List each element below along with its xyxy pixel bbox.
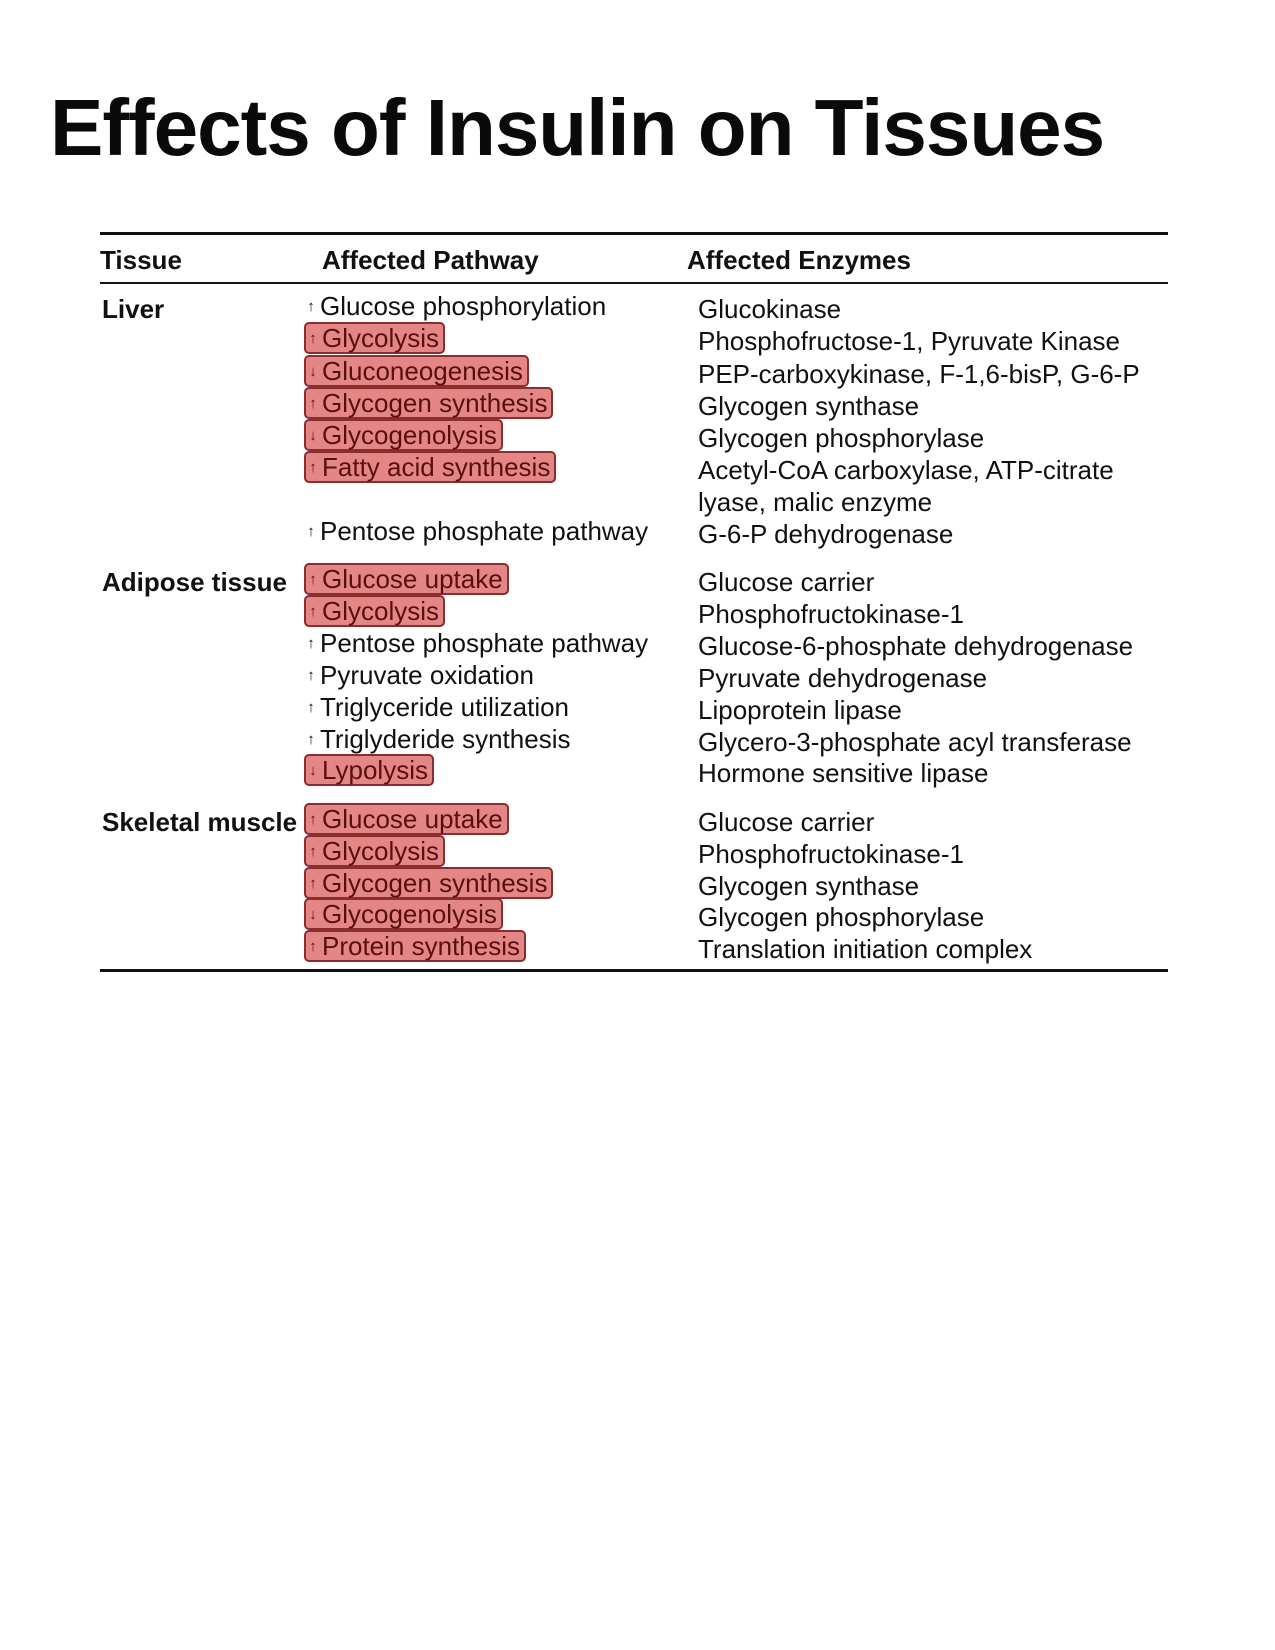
highlighted-pathway xyxy=(304,754,434,786)
enzyme-label: Glycogen phosphorylase xyxy=(698,902,985,932)
arrow-up-icon: ↑ xyxy=(307,730,315,748)
pathway-label: Glycogen synthesis xyxy=(322,867,548,898)
pathway-label: Lypolysis xyxy=(322,754,428,785)
pathway-cell xyxy=(304,627,652,659)
pathway-cell xyxy=(304,659,538,691)
highlighted-pathway xyxy=(304,419,503,451)
table-row xyxy=(100,835,1168,872)
arrow-down-icon: ↓ xyxy=(309,362,317,380)
highlighted-pathway xyxy=(304,322,445,354)
enzyme-label: Translation initiation complex xyxy=(698,934,1033,964)
highlighted-pathway xyxy=(304,451,556,483)
pathway-cell xyxy=(304,691,573,723)
pathway-label: Pentose phosphate pathway xyxy=(320,515,649,546)
pathway-label: Glycogen synthesis xyxy=(322,387,548,418)
table-row xyxy=(100,803,1168,840)
enzyme-label: Glycero-3-phosphate acyl transferase xyxy=(698,727,1132,757)
arrow-down-icon: ↓ xyxy=(309,426,317,444)
pathway-label: Glycogenolysis xyxy=(322,419,497,450)
arrow-up-icon: ↑ xyxy=(309,329,317,347)
enzyme-label: Glucose carrier xyxy=(698,567,875,597)
table-row xyxy=(100,515,1168,552)
table-row xyxy=(100,867,1168,904)
enzyme-label: Phosphofructokinase-1 xyxy=(698,599,964,629)
pathway-label: Pyruvate oxidation xyxy=(320,659,534,690)
enzyme-label: Phosphofructokinase-1 xyxy=(698,839,964,869)
arrow-down-icon: ↓ xyxy=(309,905,317,923)
pathway-cell xyxy=(304,515,652,547)
pathway-label: Fatty acid synthesis xyxy=(322,451,551,482)
highlighted-pathway xyxy=(304,930,526,962)
pathway-label: Glucose phosphorylation xyxy=(320,290,607,321)
table-row xyxy=(100,419,1168,456)
enzyme-label: Glycogen synthase xyxy=(698,391,920,421)
pathway-label: Pentose phosphate pathway xyxy=(320,627,649,658)
table-header xyxy=(100,235,1168,282)
enzyme-label: Glucose-6-phosphate dehydrogenase xyxy=(698,631,1134,661)
header-affected-pathway: Affected Pathway xyxy=(322,245,539,275)
pathway-label: Triglyceride utilization xyxy=(320,691,570,722)
tissue-label: Adipose tissue xyxy=(102,567,287,597)
arrow-up-icon: ↑ xyxy=(307,634,315,652)
table-row xyxy=(100,563,1168,600)
pathway-label: Glycolysis xyxy=(322,322,440,353)
pathway-label: Glycolysis xyxy=(322,595,440,626)
arrow-up-icon: ↑ xyxy=(307,698,315,716)
arrow-down-icon: ↓ xyxy=(309,761,317,779)
table-row xyxy=(100,898,1168,935)
highlighted-pathway xyxy=(304,867,553,899)
enzyme-label: Phosphofructose-1, Pyruvate Kinase xyxy=(698,326,1121,356)
table-bottom-rule xyxy=(100,969,1168,972)
highlighted-pathway xyxy=(304,355,529,387)
arrow-up-icon: ↑ xyxy=(309,842,317,860)
pathway-label: Gluconeogenesis xyxy=(322,355,523,386)
tissue-label: Skeletal muscle xyxy=(102,807,298,837)
arrow-up-icon: ↑ xyxy=(309,570,317,588)
pathway-label: Glucose uptake xyxy=(322,803,503,834)
highlighted-pathway xyxy=(304,898,503,930)
table-row xyxy=(100,451,1168,488)
table-row xyxy=(100,387,1168,424)
enzyme-label: lyase, malic enzyme xyxy=(698,487,933,517)
arrow-up-icon: ↑ xyxy=(307,297,315,315)
table-row xyxy=(100,627,1168,664)
enzyme-label: G-6-P dehydrogenase xyxy=(698,519,954,549)
pathway-label: Protein synthesis xyxy=(322,930,520,961)
insulin-effects-table xyxy=(100,232,1168,964)
table-row xyxy=(100,322,1168,359)
header-tissue: Tissue xyxy=(100,245,182,275)
table-row xyxy=(100,355,1168,392)
highlighted-pathway xyxy=(304,563,509,595)
arrow-up-icon: ↑ xyxy=(309,458,317,476)
table-row xyxy=(100,691,1168,728)
arrow-up-icon: ↑ xyxy=(309,394,317,412)
enzyme-label: Glucose carrier xyxy=(698,807,875,837)
highlighted-pathway xyxy=(304,803,509,835)
table-row xyxy=(100,290,1168,327)
enzyme-label: Pyruvate dehydrogenase xyxy=(698,663,988,693)
pathway-label: Glycogenolysis xyxy=(322,898,497,929)
pathway-label: Glucose uptake xyxy=(322,563,503,594)
enzyme-label: Glycogen synthase xyxy=(698,871,920,901)
highlighted-pathway xyxy=(304,835,445,867)
highlighted-pathway xyxy=(304,387,553,419)
enzyme-label: Lipoprotein lipase xyxy=(698,695,902,725)
table-row xyxy=(100,754,1168,791)
arrow-up-icon: ↑ xyxy=(309,937,317,955)
enzyme-label: Glycogen phosphorylase xyxy=(698,423,985,453)
enzyme-label: Hormone sensitive lipase xyxy=(698,758,989,788)
enzyme-label: PEP-carboxykinase, F-1,6-bisP, G-6-P xyxy=(698,359,1140,389)
table-row xyxy=(100,659,1168,696)
pathway-label: Glycolysis xyxy=(322,835,440,866)
arrow-up-icon: ↑ xyxy=(309,810,317,828)
table-row xyxy=(100,723,1168,760)
enzyme-label: Glucokinase xyxy=(698,294,842,324)
header-affected-enzymes: Affected Enzymes xyxy=(687,245,911,275)
page-title: Effects of Insulin on Tissues xyxy=(50,83,1105,172)
highlighted-pathway xyxy=(304,595,445,627)
arrow-up-icon: ↑ xyxy=(307,666,315,684)
arrow-up-icon: ↑ xyxy=(307,522,315,540)
pathway-cell xyxy=(304,290,610,322)
table-row xyxy=(100,930,1168,967)
enzyme-label: Acetyl-CoA carboxylase, ATP-citrate xyxy=(698,455,1114,485)
table-header-rule xyxy=(100,282,1168,284)
pathway-label: Triglyderide synthesis xyxy=(320,723,571,754)
pathway-cell xyxy=(304,723,574,755)
arrow-up-icon: ↑ xyxy=(309,602,317,620)
tissue-label: Liver xyxy=(102,294,165,324)
arrow-up-icon: ↑ xyxy=(309,874,317,892)
